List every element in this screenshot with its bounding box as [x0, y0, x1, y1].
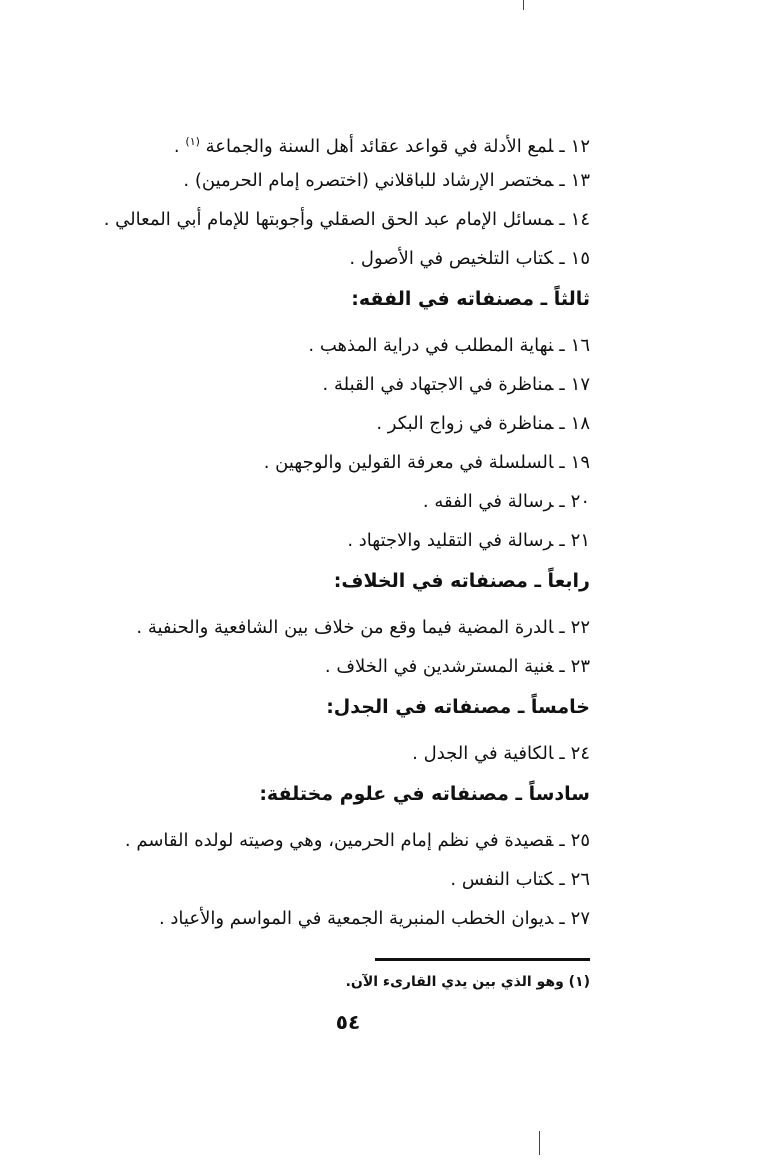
list-item: ٢٣ـغنية المسترشدين في الخلاف . [324, 656, 590, 677]
footnote: (١) وهو الذي بين يدي القارىء الآن. [345, 974, 590, 990]
list-item: ٢٤ـالكافية في الجدل . [412, 743, 590, 764]
footnote-divider [375, 958, 590, 961]
list-item: ١٣ـمختصر الإرشاد للباقلاني (اختصره إمام الحرمين) . [183, 170, 590, 191]
list-item: ٢٧ـديوان الخطب المنبرية الجمعية في المواسم والأعياد . [158, 908, 590, 929]
list-item: ١٨ـمناظرة في زواج البكر . [376, 413, 590, 434]
footnote-ref: (١) [185, 135, 200, 148]
main-text [103, 128, 590, 944]
list-item: ٢٠ـرسالة في الفقه . [422, 491, 590, 512]
section-heading-khilaf: رابعاً ـ مصنفاته في الخلاف: [333, 570, 590, 592]
list-item: ١٥ـكتاب التلخيص في الأصول . [349, 248, 590, 269]
list-item: ١٦ـنهاية المطلب في دراية المذهب . [308, 335, 590, 356]
list-item: ١٤ـمسائل الإمام عبد الحق الصقلي وأجوبتها للإمام أبي المعالي . [103, 209, 590, 230]
list-item: ٢١ـرسالة في التقليد والاجتهاد . [347, 530, 590, 551]
list-item: ١٩ـالسلسلة في معرفة القولين والوجهين . [263, 452, 590, 473]
bottom-scan-mark [539, 1131, 540, 1155]
list-item: ٢٥ـقصيدة في نظم إمام الحرمين، وهي وصيته لولده القاسم . [124, 830, 590, 851]
top-scan-mark [523, 0, 524, 10]
section-heading-jadal: خامساً ـ مصنفاته في الجدل: [326, 696, 590, 718]
list-item: ١٧ـمناظرة في الاجتهاد في القبلة . [322, 374, 590, 395]
section-heading-misc: سادساً ـ مصنفاته في علوم مختلفة: [259, 783, 590, 805]
list-item: ٢٢ـالدرة المضية فيما وقع من خلاف بين الشافعية والحنفية . [136, 617, 590, 638]
list-item: ٢٦ـكتاب النفس . [450, 869, 590, 890]
page-number: ٥٤ [335, 1010, 361, 1034]
section-heading-fiqh: ثالثاً ـ مصنفاته في الفقه: [351, 288, 590, 310]
list-item: ١٢ـلمع الأدلة في قواعد عقائد أهل السنة والجماعة $^{(١)}$ . [173, 135, 590, 157]
